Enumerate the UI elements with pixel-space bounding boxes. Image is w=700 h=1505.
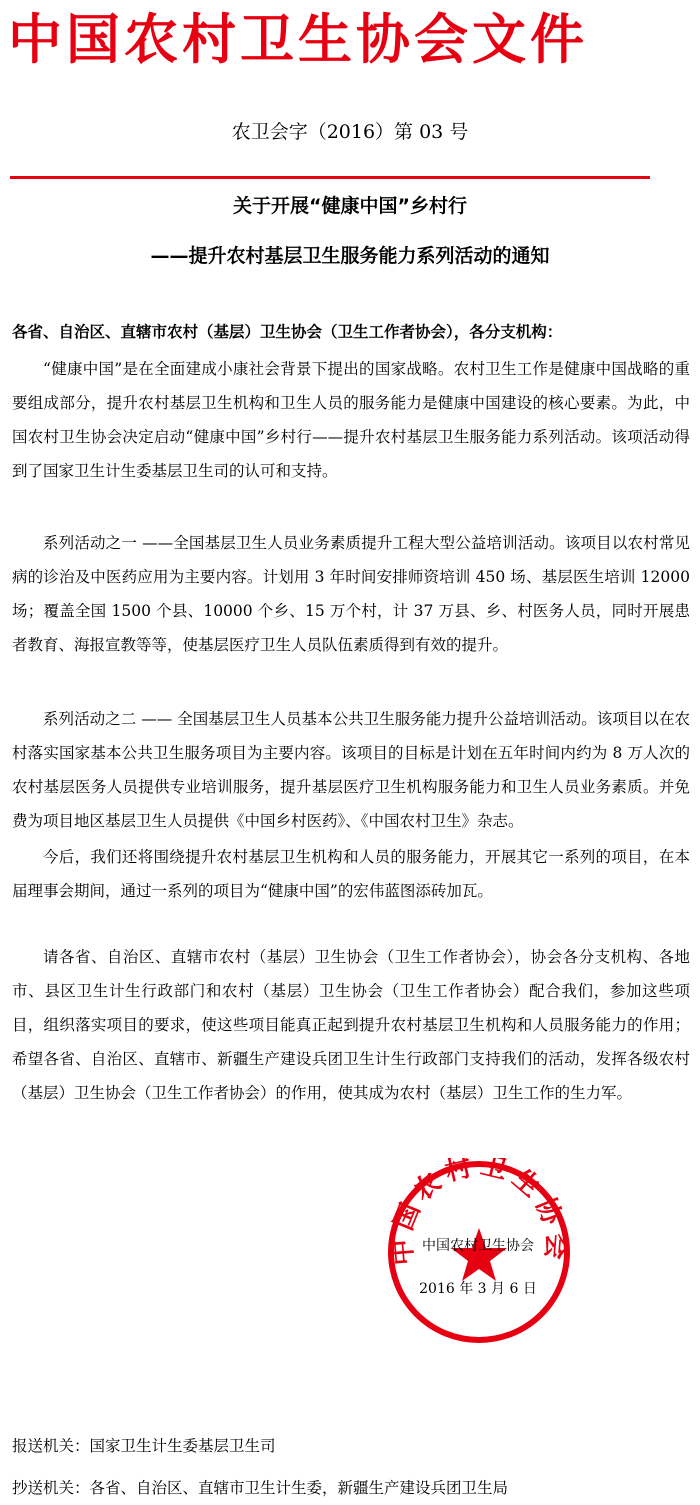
signature-date: 2016 年 3 月 6 日: [419, 1281, 537, 1297]
seal-arc-text: 中国农村卫生协会: [387, 1158, 571, 1267]
notice-title: 关于开展“健康中国”乡村行: [233, 195, 467, 217]
salutation: 各省、自治区、直辖市农村（基层）卫生协会（卫生工作者协会），各分支机构：: [12, 323, 563, 341]
notice-subtitle: ——提升农村基层卫生服务能力系列活动的通知: [150, 245, 550, 267]
document-number: 农卫会字（2016）第 03 号: [231, 121, 469, 143]
footer-report-to: 报送机关：国家卫生计生委基层卫生司: [12, 1437, 276, 1455]
body-paragraph-2: 系列活动之一 ——全国基层卫生人员业务素质提升工程大型公益培训活动。该项目以农村常见病的诊治及中医药应用为主要内容。计划用 3 年时间安排师资培训 450 场、基层医生培训 12000 场；覆盖全国 1500 个县、10000 个乡、15 万个村，计 37 万县、乡、村医务人员，同时开展患者教育、海报宣教等等，使基层医疗卫生人员队伍素质得到有效的提升。: [12, 534, 690, 654]
body-paragraph-4: 今后，我们还将围绕提升农村基层卫生机构和人员的服务能力，开展其它一系列的项目，在本届理事会期间，通过一系列的项目为“健康中国”的宏伟蓝图添砖加瓦。: [12, 848, 690, 900]
header-red-divider: [10, 176, 650, 179]
body-paragraph-5: 请各省、自治区、直辖市农村（基层）卫生协会（卫生工作者协会），协会各分支机构、各地市、县区卫生计生行政部门和农村（基层）卫生协会（卫生工作者协会）配合我们，参加这些项目，组织落实项目的要求，使这些项目能真正起到提升农村基层卫生机构和人员服务能力的作用；希望各省、自治区、直辖市、新疆生产建设兵团卫生计生行政部门支持我们的活动，发挥各级农村（基层）卫生协会（卫生工作者协会）的作用，使其成为农村（基层）卫生工作的生力军。: [12, 948, 690, 1102]
signature-organization: 中国农村卫生协会: [422, 1238, 534, 1254]
body-paragraph-1: “健康中国”是在全面建成小康社会背景下提出的国家战略。农村卫生工作是健康中国战略的重要组成部分，提升农村基层卫生机构和卫生人员的服务能力是健康中国建设的核心要素。为此，中国农村卫生协会决定启动“健康中国”乡村行——提升农村基层卫生服务能力系列活动。该项活动得到了国家卫生计生委基层卫生司的认可和支持。: [12, 360, 690, 480]
body-paragraph-3: 系列活动之二 —— 全国基层卫生人员基本公共卫生服务能力提升公益培训活动。该项目以在农村落实国家基本公共卫生服务项目为主要内容。该项目的目标是计划在五年时间内约为 8 万人次的农村基层医务人员提供专业培训服务，提升基层医疗卫生机构服务能力和卫生人员业务素质。并免费为项目地区基层卫生人员提供《中国乡村医药》、《中国农村卫生》杂志。: [12, 710, 690, 830]
footer-copy-to: 抄送机关：各省、自治区、直辖市卫生计生委，新疆生产建设兵团卫生局: [12, 1479, 509, 1497]
document-header-title: 中国农村卫生协会文件: [8, 8, 588, 71]
